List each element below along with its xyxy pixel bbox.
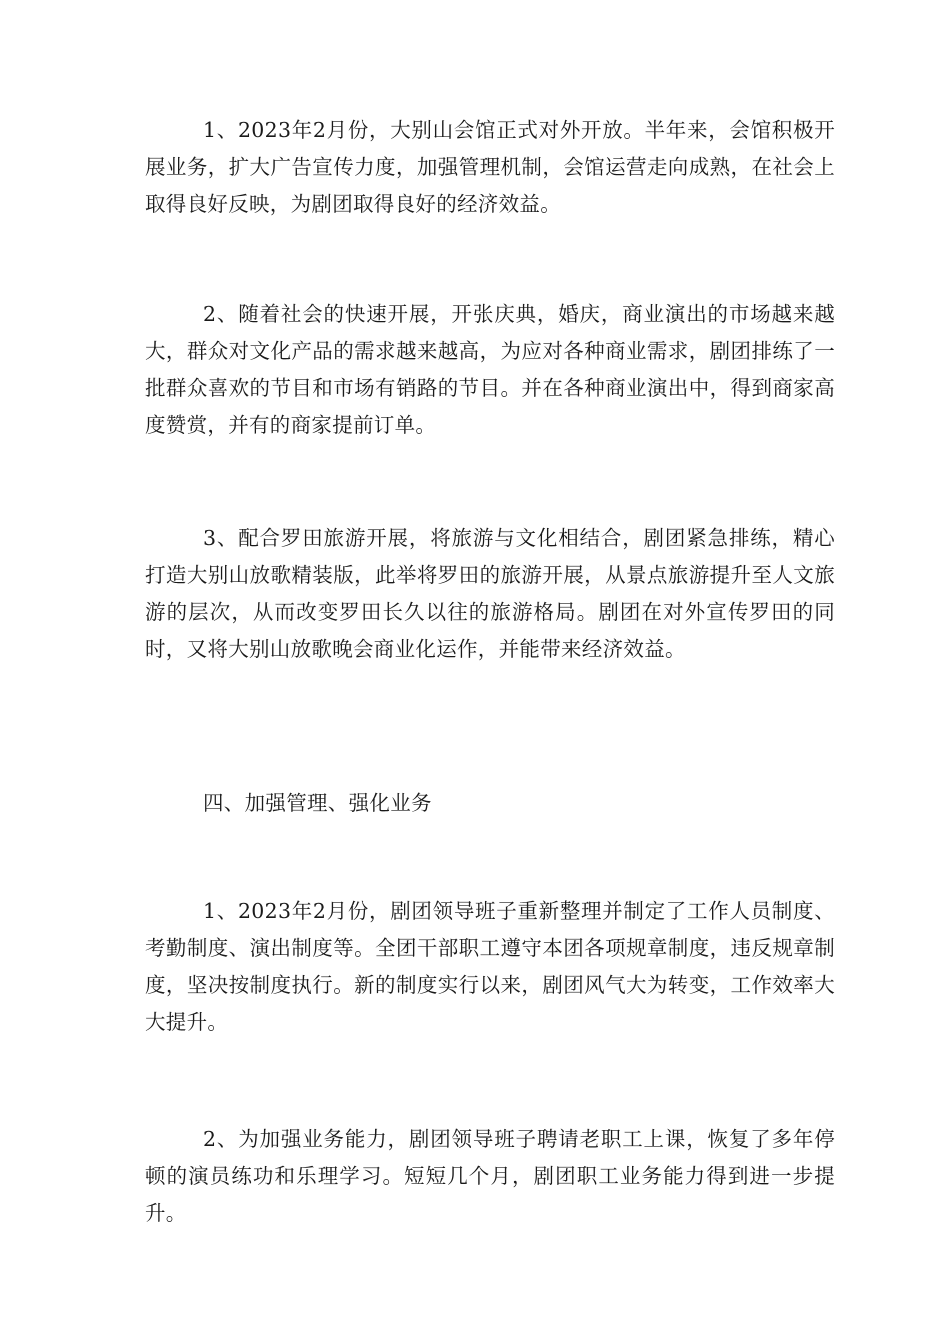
paragraph-rules-system: 1、2023年2月份，剧团领导班子重新整理并制定了工作人员制度、考勤制度、演出制度等。全团干部职工遵守本团各项规章制度，违反规章制度，坚决按制度执行。新的制度实行以来，剧团风气大为转变，工作效率大大提升。: [145, 899, 835, 1034]
paragraph-guild-hall-opening: 1、2023年2月份，大别山会馆正式对外开放。半年来，会馆积极开展业务，扩大广告宣传力度，加强管理机制，会馆运营走向成熟，在社会上取得良好反映，为剧团取得良好的经济效益。: [145, 118, 835, 216]
paragraph-commercial-performances: 2、随着社会的快速开展，开张庆典，婚庆，商业演出的市场越来越大，群众对文化产品的需求越来越高，为应对各种商业需求，剧团排练了一批群众喜欢的节目和市场有销路的节目。并在各种商业演出中，得到商家高度赞赏，并有的商家提前订单。: [145, 302, 835, 437]
paragraph-tourism-culture: 3、配合罗田旅游开展，将旅游与文化相结合，剧团紧急排练，精心打造大别山放歌精装版，此举将罗田的旅游开展，从景点旅游提升至人文旅游的层次，从而改变罗田长久以往的旅游格局。剧团在对外宣传罗田的同时，又将大别山放歌晚会商业化运作，并能带来经济效益。: [145, 526, 835, 661]
paragraph-skills-training: 2、为加强业务能力，剧团领导班子聘请老职工上课，恢复了多年停顿的演员练功和乐理学习。短短几个月，剧团职工业务能力得到进一步提升。: [145, 1127, 835, 1225]
section-heading-management: 四、加强管理、强化业务: [203, 791, 432, 815]
